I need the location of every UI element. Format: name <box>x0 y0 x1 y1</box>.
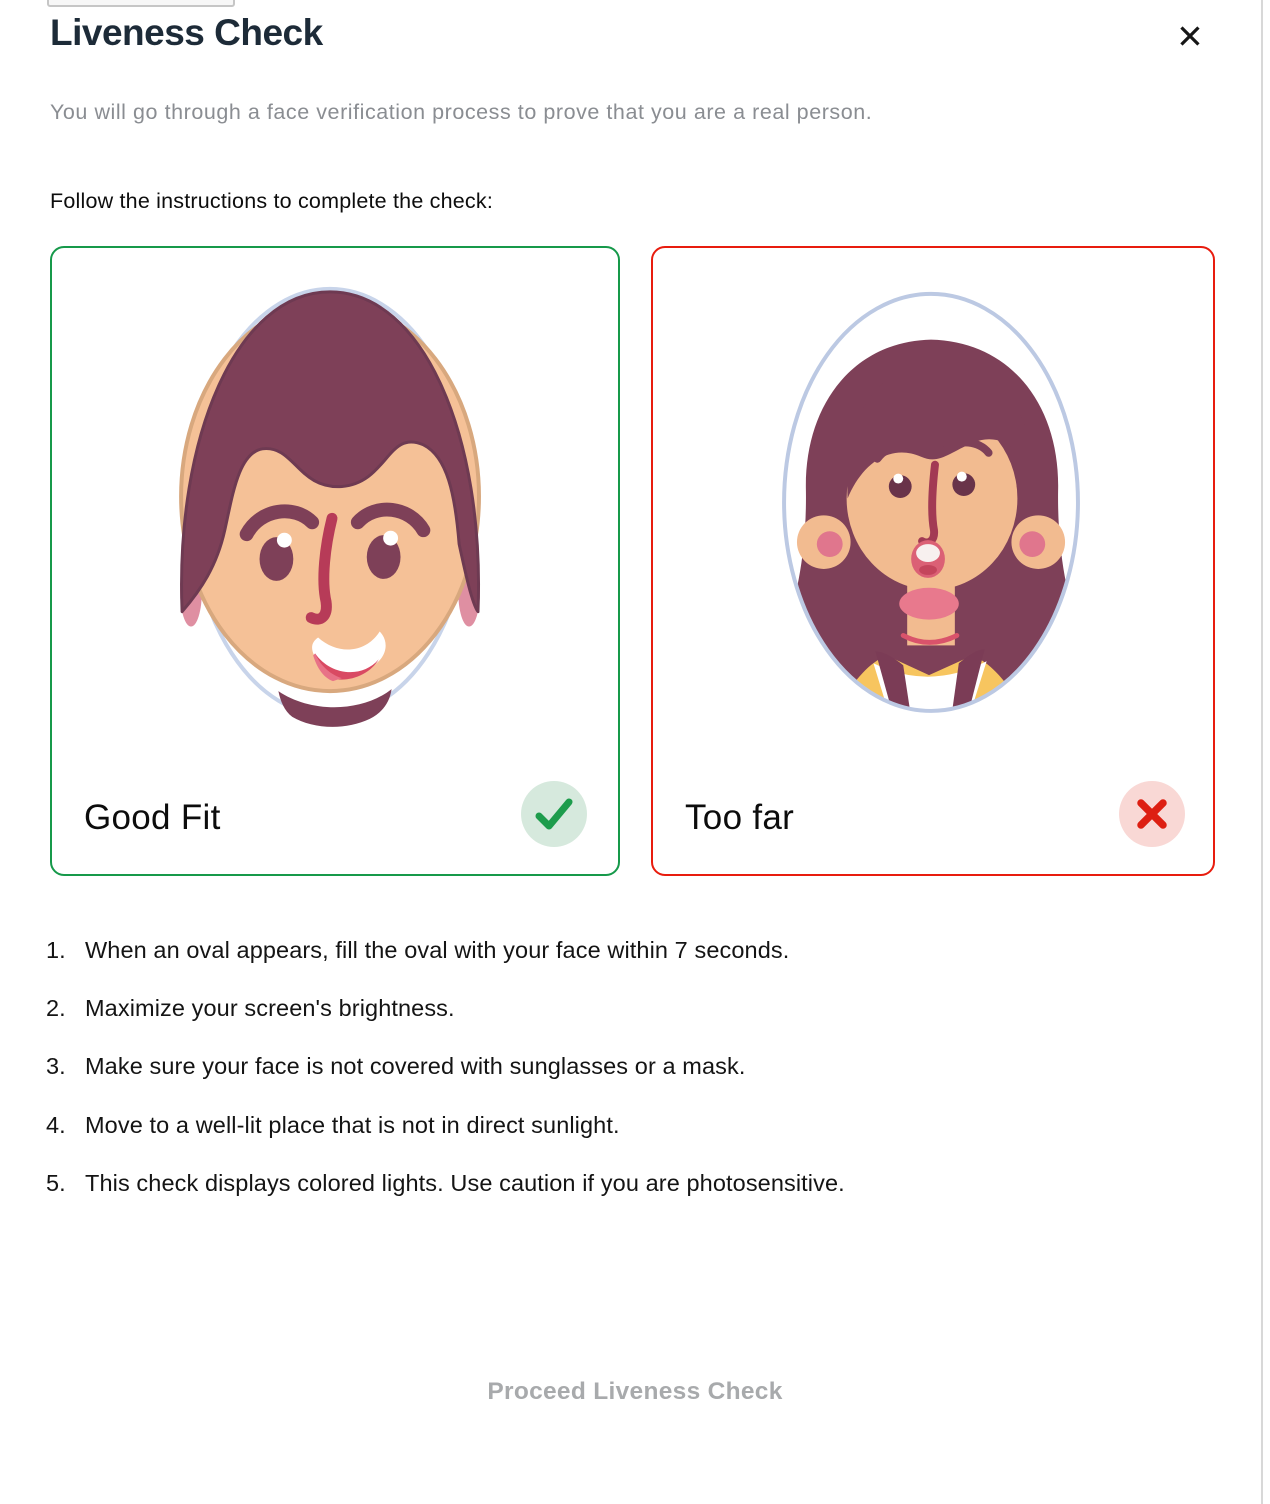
close-button[interactable] <box>1168 14 1212 58</box>
too-far-label: Too far <box>685 798 795 837</box>
instruction-steps-list <box>46 938 1196 1229</box>
step-item-4 <box>46 1113 1196 1138</box>
step-number: 4. <box>46 1111 66 1138</box>
dialog-title: Liveness Check <box>50 12 323 53</box>
example-cards-row <box>50 246 1215 876</box>
dialog-subtitle: You will go through a face verification process to prove that you are a real person. <box>50 100 873 124</box>
step-number: 1. <box>46 937 66 963</box>
right-edge-divider <box>1261 0 1263 1504</box>
close-icon: ✕ <box>1176 16 1204 56</box>
clipped-element-top <box>47 0 235 7</box>
step-number: 5. <box>46 1169 66 1196</box>
x-icon <box>1135 797 1169 831</box>
step-text: Move to a well-lit place that is not in direct sunlight. <box>85 1111 620 1138</box>
step-text: When an oval appears, fill the oval with your face within 7 seconds. <box>85 937 790 963</box>
step-number: 3. <box>46 1053 66 1080</box>
step-text: This check displays colored lights. Use caution if you are photosensitive. <box>85 1169 845 1196</box>
step-item-3 <box>46 1054 1196 1079</box>
too-far-badge <box>1119 781 1185 847</box>
proceed-liveness-check-button[interactable]: Proceed Liveness Check <box>0 1378 1270 1406</box>
too-far-card <box>651 246 1215 876</box>
good-fit-card <box>50 246 620 876</box>
step-number: 2. <box>46 995 66 1022</box>
good-fit-label: Good Fit <box>84 798 221 837</box>
step-item-1 <box>46 938 1196 963</box>
instructions-heading: Follow the instructions to complete the check: <box>50 189 493 213</box>
step-item-5 <box>46 1171 1196 1196</box>
step-text: Make sure your face is not covered with sunglasses or a mask. <box>85 1053 746 1080</box>
good-fit-badge <box>521 781 587 847</box>
check-icon <box>535 797 573 831</box>
man-face-illustration <box>52 248 618 874</box>
step-item-2 <box>46 996 1196 1021</box>
step-text: Maximize your screen's brightness. <box>85 995 455 1022</box>
woman-face-illustration <box>653 248 1213 874</box>
